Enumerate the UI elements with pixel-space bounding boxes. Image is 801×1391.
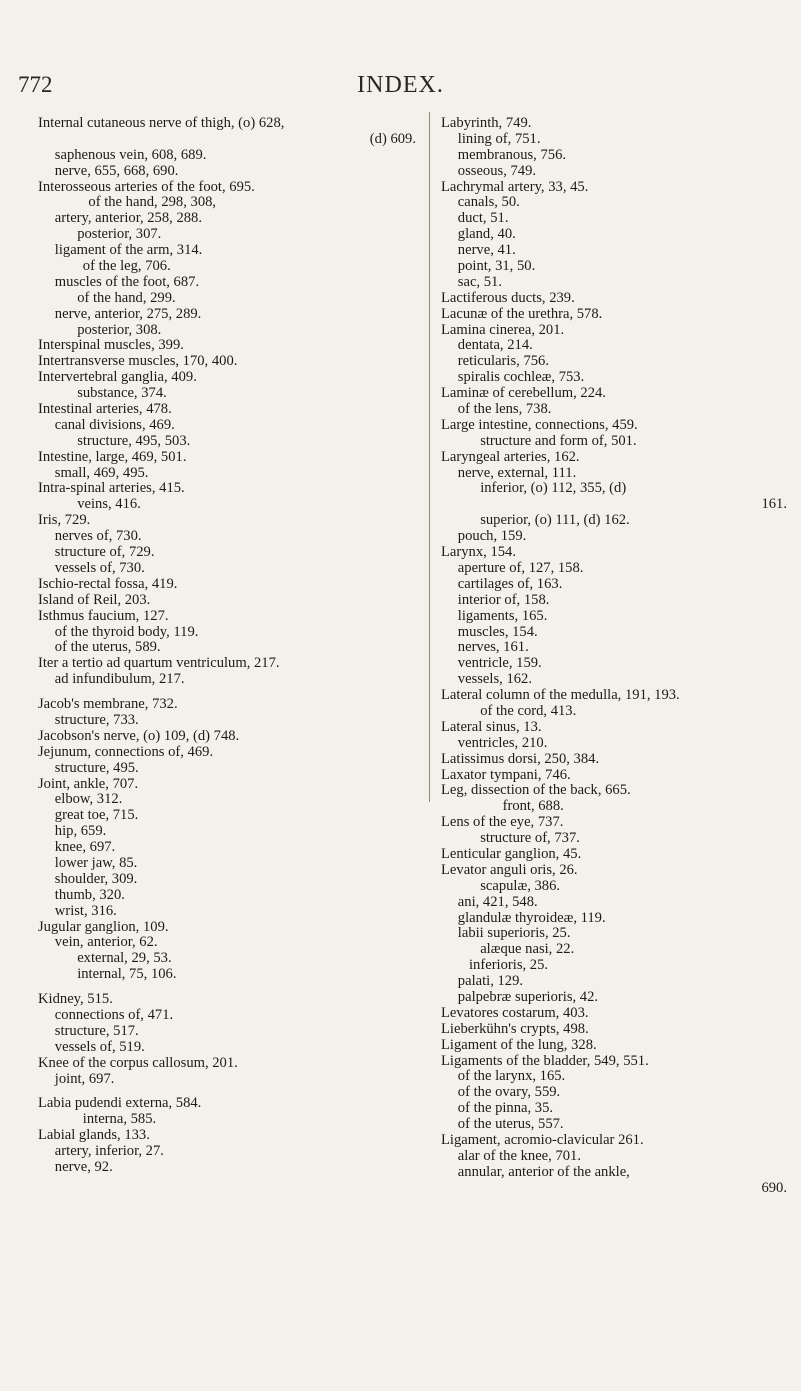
index-subentry: osseous, 749. bbox=[457, 162, 537, 179]
index-subentry: artery, anterior, 258, 288. bbox=[54, 210, 202, 227]
index-subentry: vein, anterior, 62. bbox=[54, 934, 158, 951]
index-subentry: of the pinna, 35. bbox=[457, 1100, 554, 1117]
index-entry: Knee of the corpus callosum, 201. bbox=[38, 1054, 238, 1071]
index-subentry: inferioris, 25. bbox=[469, 957, 549, 974]
index-subentry: lower jaw, 85. bbox=[54, 854, 138, 871]
index-entry: Isthmus faucium, 127. bbox=[38, 607, 169, 624]
index-subentry: structure of, 729. bbox=[54, 544, 155, 561]
index-subentry: labii superioris, 25. bbox=[457, 925, 571, 942]
index-subentry: of the uterus, 589. bbox=[54, 639, 161, 656]
index-entry: Larynx, 154. bbox=[441, 544, 516, 561]
index-subentry: ligament of the arm, 314. bbox=[54, 242, 203, 259]
index-subentry: ventricles, 210. bbox=[457, 734, 548, 751]
index-subentry: pouch, 159. bbox=[457, 528, 527, 545]
index-subentry: canal divisions, 469. bbox=[54, 416, 175, 433]
index-subentry: spiralis cochleæ, 753. bbox=[457, 369, 585, 386]
index-entry: Intervertebral ganglia, 409. bbox=[38, 369, 197, 386]
index-subentry: annular, anterior of the ankle, bbox=[457, 1163, 630, 1180]
index-entry: Ligaments of the bladder, 549, 551. bbox=[441, 1052, 649, 1069]
index-subentry: superior, (o) 111, (d) 162. bbox=[480, 512, 630, 529]
index-subentry: structure, 495, 503. bbox=[77, 432, 191, 449]
index-subentry: structure, 733. bbox=[54, 711, 139, 728]
index-subentry: elbow, 312. bbox=[54, 791, 123, 808]
index-subentry: great toe, 715. bbox=[54, 807, 139, 824]
index-subentry: palpebræ superioris, 42. bbox=[457, 988, 599, 1005]
index-subentry: ad infundibulum, 217. bbox=[54, 671, 185, 688]
index-subentry: 161. bbox=[761, 496, 787, 513]
index-subentry: of the lens, 738. bbox=[457, 401, 552, 418]
index-entry: Interosseous arteries of the foot, 695. bbox=[38, 178, 255, 195]
index-entry: Iris, 729. bbox=[38, 512, 91, 529]
index-entry: Jejunum, connections of, 469. bbox=[38, 743, 214, 760]
index-entry: Laryngeal arteries, 162. bbox=[441, 448, 580, 465]
index-entry: Kidney, 515. bbox=[38, 991, 113, 1008]
index-subentry: artery, inferior, 27. bbox=[54, 1143, 164, 1160]
index-entry: Island of Reil, 203. bbox=[38, 591, 151, 608]
index-subentry: point, 31, 50. bbox=[457, 258, 536, 275]
index-subentry: saphenous vein, 608, 689. bbox=[54, 146, 207, 163]
index-subentry: shoulder, 309. bbox=[54, 870, 138, 887]
column-divider bbox=[429, 112, 430, 802]
index-subentry: membranous, 756. bbox=[457, 146, 567, 163]
index-subentry: nerve, 41. bbox=[457, 242, 516, 259]
index-subentry: of the thyroid body, 119. bbox=[54, 623, 199, 640]
index-subentry: lining of, 751. bbox=[457, 130, 541, 147]
index-subentry: knee, 697. bbox=[54, 839, 116, 856]
index-entry: Lieberkühn's crypts, 498. bbox=[441, 1020, 589, 1037]
index-subentry: of the leg, 706. bbox=[82, 258, 171, 275]
index-subentry: of the ovary, 559. bbox=[457, 1084, 561, 1101]
index-entry: Internal cutaneous nerve of thigh, (o) 628, bbox=[38, 115, 285, 131]
index-subentry: of the larynx, 165. bbox=[457, 1068, 566, 1085]
index-subentry: small, 469, 495. bbox=[54, 464, 149, 481]
index-subentry: reticularis, 756. bbox=[457, 353, 549, 370]
index-subentry: palati, 129. bbox=[457, 973, 524, 990]
index-subentry: duct, 51. bbox=[457, 210, 509, 227]
index-subentry: nerve, anterior, 275, 289. bbox=[54, 305, 202, 322]
index-entry: Intra-spinal arteries, 415. bbox=[38, 480, 185, 497]
index-subentry: internal, 75, 106. bbox=[77, 966, 177, 983]
index-entry: Lateral sinus, 13. bbox=[441, 718, 542, 735]
index-subentry: dentata, 214. bbox=[457, 337, 533, 354]
index-subentry: cartilages of, 163. bbox=[457, 575, 563, 592]
index-subentry: ligaments, 165. bbox=[457, 607, 548, 624]
index-entry: Lamina cinerea, 201. bbox=[441, 321, 565, 338]
index-entry: Iter a tertio ad quartum ventriculum, 217. bbox=[38, 655, 280, 672]
index-entry: Levatores costarum, 403. bbox=[441, 1004, 589, 1021]
index-subentry: nerves of, 730. bbox=[54, 528, 142, 545]
index-subentry: of the hand, 298, 308, bbox=[88, 194, 217, 211]
index-subentry: ventricle, 159. bbox=[457, 655, 542, 672]
index-entry: Leg, dissection of the back, 665. bbox=[441, 782, 631, 799]
index-subentry: posterior, 308. bbox=[77, 321, 162, 338]
index-entry: Jacob's membrane, 732. bbox=[38, 696, 178, 713]
index-subentry: vessels of, 519. bbox=[54, 1038, 145, 1055]
page-number: 772 bbox=[18, 72, 53, 97]
index-subentry: connections of, 471. bbox=[54, 1006, 174, 1023]
index-entry: Labyrinth, 749. bbox=[441, 115, 532, 131]
index-entry: Jacobson's nerve, (o) 109, (d) 748. bbox=[38, 727, 240, 744]
index-subentry: interior of, 158. bbox=[457, 591, 550, 608]
index-subentry: structure, 495. bbox=[54, 759, 139, 776]
index-subentry: hip, 659. bbox=[54, 823, 107, 840]
index-column-right bbox=[441, 116, 793, 1197]
index-entry: Intertransverse muscles, 170, 400. bbox=[38, 353, 238, 370]
index-subentry: muscles of the foot, 687. bbox=[54, 273, 200, 290]
index-entry: Lateral column of the medulla, 191, 193. bbox=[441, 687, 680, 704]
index-subentry: structure of, 737. bbox=[480, 830, 580, 847]
index-subentry: of the hand, 299. bbox=[77, 289, 176, 306]
index-subentry: sac, 51. bbox=[457, 273, 502, 290]
index-entry: Lenticular ganglion, 45. bbox=[441, 845, 582, 862]
index-entry: Intestinal arteries, 478. bbox=[38, 401, 172, 418]
index-subentry: canals, 50. bbox=[457, 194, 520, 211]
index-subentry: external, 29, 53. bbox=[77, 950, 172, 967]
index-subentry: nerve, external, 111. bbox=[457, 464, 577, 481]
index-subentry: glandulæ thyroideæ, 119. bbox=[457, 909, 606, 926]
index-subentry: nerve, 655, 668, 690. bbox=[54, 162, 179, 179]
index-column-left bbox=[38, 116, 422, 1176]
index-subentry: (d) 609. bbox=[369, 130, 416, 147]
index-subentry: vessels, 162. bbox=[457, 671, 532, 688]
index-subentry: posterior, 307. bbox=[77, 226, 162, 243]
index-entry: Lachrymal artery, 33, 45. bbox=[441, 178, 589, 195]
index-entry: Intestine, large, 469, 501. bbox=[38, 448, 187, 465]
index-subentry: aperture of, 127, 158. bbox=[457, 559, 584, 576]
index-subentry: ani, 421, 548. bbox=[457, 893, 538, 910]
index-subentry: gland, 40. bbox=[457, 226, 516, 243]
index-entry: Joint, ankle, 707. bbox=[38, 775, 139, 792]
index-subentry: structure, 517. bbox=[54, 1022, 139, 1039]
index-subentry: veins, 416. bbox=[77, 496, 141, 513]
index-subentry: interna, 585. bbox=[82, 1111, 157, 1128]
index-entry: Lens of the eye, 737. bbox=[441, 814, 564, 831]
index-entry: Latissimus dorsi, 250, 384. bbox=[441, 750, 600, 767]
index-entry: Jugular ganglion, 109. bbox=[38, 918, 169, 935]
index-entry: Lactiferous ducts, 239. bbox=[441, 289, 575, 306]
index-entry: Labial glands, 133. bbox=[38, 1127, 150, 1144]
index-entry: Laxator tympani, 746. bbox=[441, 766, 571, 783]
index-subentry: inferior, (o) 112, 355, (d) bbox=[480, 480, 627, 497]
index-entry: Laminæ of cerebellum, 224. bbox=[441, 385, 606, 402]
index-entry: Ligament of the lung, 328. bbox=[441, 1036, 597, 1053]
index-entry: Levator anguli oris, 26. bbox=[441, 861, 578, 878]
index-subentry: nerve, 92. bbox=[54, 1159, 113, 1175]
index-entry: Ligament, acromio-clavicular 261. bbox=[441, 1132, 644, 1148]
index-subentry: front, 688. bbox=[502, 798, 564, 815]
index-entry: Lacunæ of the urethra, 578. bbox=[441, 305, 603, 322]
index-subentry: vessels of, 730. bbox=[54, 559, 145, 576]
index-subentry: alæque nasi, 22. bbox=[480, 941, 575, 958]
index-entry: Large intestine, connections, 459. bbox=[441, 416, 638, 433]
index-subentry: of the uterus, 557. bbox=[457, 1116, 564, 1133]
index-entry: Labia pudendi externa, 584. bbox=[38, 1095, 202, 1112]
index-subentry: substance, 374. bbox=[77, 385, 167, 402]
index-subentry: thumb, 320. bbox=[54, 886, 125, 903]
index-subentry: scapulæ, 386. bbox=[480, 877, 561, 894]
index-subentry: of the cord, 413. bbox=[480, 702, 577, 719]
index-subentry: structure and form of, 501. bbox=[480, 432, 637, 449]
index-subentry: joint, 697. bbox=[54, 1070, 115, 1087]
index-subentry: wrist, 316. bbox=[54, 902, 117, 919]
index-subentry: muscles, 154. bbox=[457, 623, 538, 640]
index-subentry: 690. bbox=[761, 1179, 787, 1196]
index-subentry: alar of the knee, 701. bbox=[457, 1147, 581, 1164]
index-entry: Interspinal muscles, 399. bbox=[38, 337, 184, 354]
page-title: INDEX. bbox=[357, 72, 444, 98]
index-subentry: nerves, 161. bbox=[457, 639, 529, 656]
index-entry: Ischio-rectal fossa, 419. bbox=[38, 575, 178, 592]
